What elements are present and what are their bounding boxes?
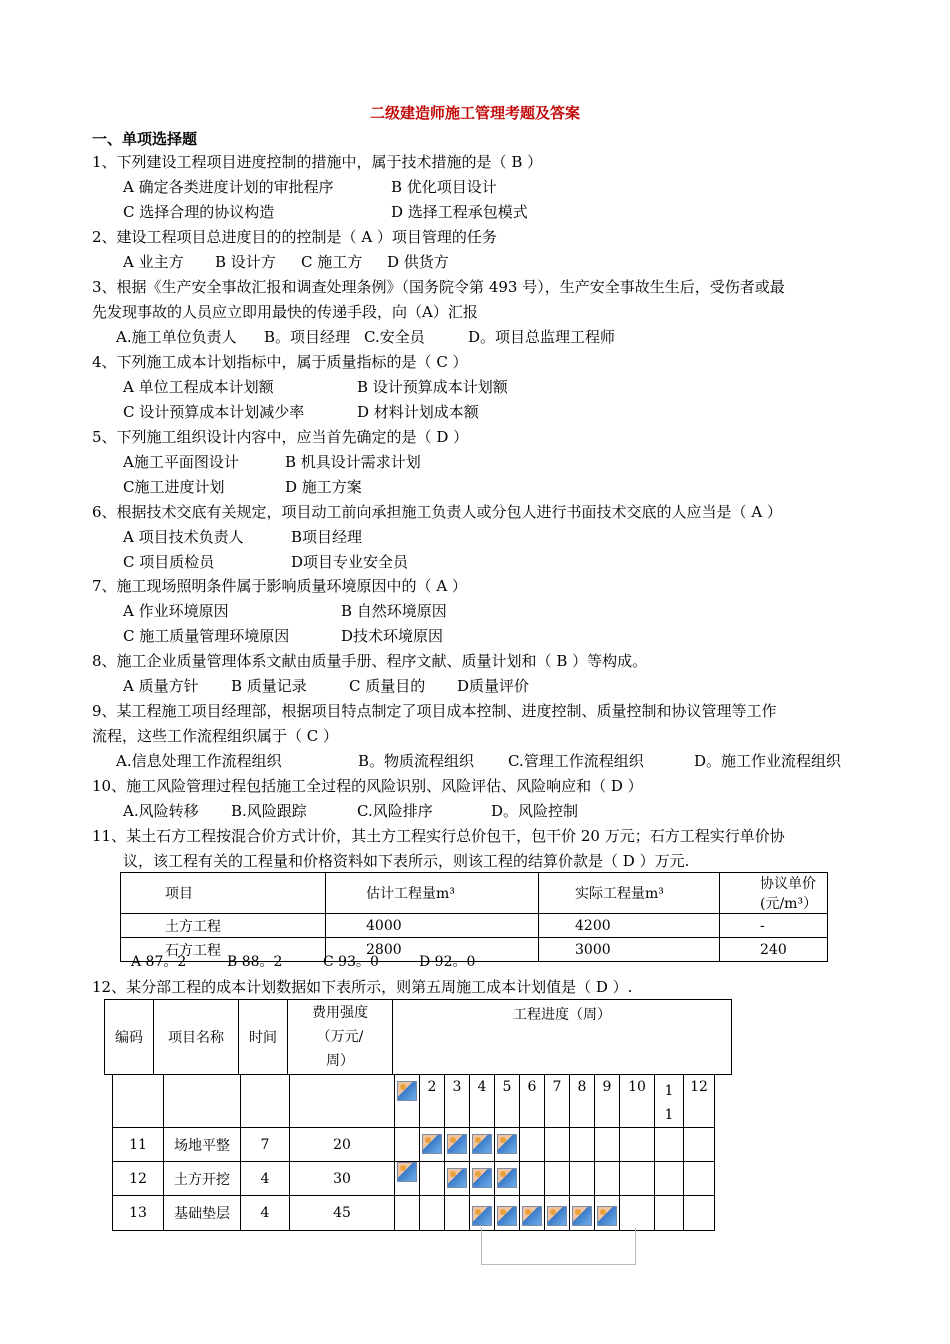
- option-b: B 88。2: [227, 954, 283, 970]
- table-header: [288, 1000, 393, 1075]
- image-placeholder-icon: [572, 1206, 592, 1226]
- option-d: D 92。0: [419, 954, 476, 970]
- option-c: C 施工质量管理环境原因: [123, 627, 290, 645]
- option-c: C 93。0: [323, 954, 379, 970]
- section-heading: 一、单项选择题: [92, 130, 198, 148]
- quantity-price-table: [120, 872, 828, 962]
- image-placeholder-icon: [597, 1206, 617, 1226]
- question-12: 12、某分部工程的成本计划数据如下表所示，则第五周施工成本计划值是（ D ）.: [92, 978, 633, 996]
- table-cell: 11: [113, 1128, 164, 1162]
- table-cell: 2800: [326, 938, 539, 962]
- table-header-row: [121, 873, 828, 914]
- table-cell: 石方工程: [121, 938, 326, 962]
- document-title: 二级建造师施工管理考题及答案: [369, 104, 580, 122]
- question-8: 8、施工企业质量管理体系文献由质量手册、程序文献、质量计划和（ B ）等构成。: [92, 652, 648, 670]
- week-11-line-2: 1: [664, 1107, 674, 1123]
- question-11: 11、某土石方工程按混合价方式计价，其土方工程实行总价包干，包干价 20 万元；石方工程实行单价协: [92, 827, 785, 845]
- image-placeholder-icon: [472, 1206, 492, 1226]
- image-placeholder-icon: [422, 1134, 442, 1154]
- option-a: A.施工单位负责人: [116, 328, 237, 346]
- option-c: C 施工方: [301, 253, 363, 271]
- table-header: 项目名称: [154, 1000, 239, 1075]
- table-cell: 基础垫层: [164, 1196, 241, 1231]
- week-label: 9: [595, 1075, 620, 1128]
- image-placeholder-icon: [447, 1168, 467, 1188]
- table-cell: 3000: [539, 938, 720, 962]
- question-3: 3、根据《生产安全事故汇报和调查处理条例》（国务院令第 493 号），生产安全事故生生后，受伤者或最: [92, 278, 785, 296]
- option-c: C.管理工作流程组织: [508, 752, 644, 770]
- table-cell: 场地平整: [164, 1128, 241, 1162]
- week-label: 4: [470, 1075, 495, 1128]
- option-d: D 选择工程承包模式: [391, 203, 528, 221]
- question-1-options: [123, 177, 497, 197]
- image-placeholder-icon: [397, 1162, 417, 1182]
- question-10: 10、施工风险管理过程包括施工全过程的风险识别、风险评估、风险响应和（ D ）: [92, 777, 643, 795]
- question-7: 7、施工现场照明条件属于影响质量环境原因中的（ A ）: [92, 577, 467, 595]
- option-c: C施工进度计划: [123, 478, 225, 496]
- image-placeholder-icon: [497, 1134, 517, 1154]
- question-4-options: [123, 377, 508, 397]
- table-header: 实际工程量m³: [539, 873, 720, 914]
- option-b: B 机具设计需求计划: [285, 453, 421, 471]
- option-c: C 项目质检员: [123, 553, 215, 571]
- option-c: C.安全员: [364, 328, 425, 346]
- question-9: 9、某工程施工项目经理部，根据项目特点制定了项目成本控制、进度控制、质量控制和协议管理等工作: [92, 702, 777, 720]
- table-header: 工程进度（周）: [393, 1000, 732, 1075]
- table-cell: 土方工程: [121, 914, 326, 938]
- option-b: B 设计方: [215, 253, 276, 271]
- table-cell: 7: [241, 1128, 290, 1162]
- question-5-options-2: [123, 477, 362, 497]
- option-c: C 质量目的: [349, 677, 426, 695]
- option-b: B。物质流程组织: [358, 752, 475, 770]
- table-cell: 20: [290, 1128, 395, 1162]
- option-a: A 87。2: [131, 954, 187, 970]
- option-a: A 业主方: [123, 253, 184, 271]
- option-b: B 优化项目设计: [391, 178, 497, 196]
- option-b: B 自然环境原因: [341, 602, 447, 620]
- option-a: A 质量方针: [123, 677, 199, 695]
- table-cell: 4: [241, 1196, 290, 1231]
- week-label: 3: [445, 1075, 470, 1128]
- table-row: [113, 1128, 715, 1162]
- table-cell: 30: [290, 1162, 395, 1196]
- table-header: 编码: [105, 1000, 154, 1075]
- week-header-row: [113, 1075, 715, 1128]
- image-placeholder-icon: [397, 1081, 417, 1101]
- question-10-options: [123, 801, 578, 821]
- question-5-options: [123, 452, 421, 472]
- table-cell: 240: [720, 938, 828, 962]
- week-label: 12: [684, 1075, 715, 1128]
- question-5: 5、下列施工组织设计内容中，应当首先确定的是（ D ）: [92, 428, 469, 446]
- option-a: A.风险转移: [123, 802, 199, 820]
- option-b: B项目经理: [291, 528, 363, 546]
- cost-header-line-1: 费用强度: [312, 1005, 368, 1021]
- option-a: A 单位工程成本计划额: [123, 378, 274, 396]
- option-c: C 设计预算成本计划减少率: [123, 403, 305, 421]
- table-header: 时间: [239, 1000, 288, 1075]
- option-d: D项目专业安全员: [291, 553, 409, 571]
- table-cell: 土方开挖: [164, 1162, 241, 1196]
- question-6: 6、根据技术交底有关规定，项目动工前向承担施工负责人或分包人进行书面技术交底的人应当是（ A ）: [92, 503, 782, 521]
- table-row: [113, 1196, 715, 1231]
- option-b: B.风险跟踪: [231, 802, 307, 820]
- question-7-options: [123, 601, 447, 621]
- table-cell: 4000: [326, 914, 539, 938]
- question-3-options: [116, 327, 615, 347]
- week-1-cell: [395, 1075, 420, 1128]
- week-label: [655, 1075, 684, 1128]
- image-placeholder-icon: [497, 1206, 517, 1226]
- option-a: A.信息处理工作流程组织: [116, 752, 282, 770]
- image-placeholder-icon: [472, 1168, 492, 1188]
- image-placeholder-icon: [472, 1134, 492, 1154]
- question-9-options: [116, 751, 841, 771]
- image-placeholder-icon: [547, 1206, 567, 1226]
- week-label: 6: [520, 1075, 545, 1128]
- option-d: D。风险控制: [491, 802, 579, 820]
- option-a: A施工平面图设计: [123, 453, 239, 471]
- week-label: 10: [620, 1075, 655, 1128]
- option-b: B。项目经理: [264, 328, 351, 346]
- question-4-options-2: [123, 402, 479, 422]
- option-a: A 作业环境原因: [123, 602, 229, 620]
- question-3-cont: 先发现事故的人员应立即用最快的传递手段，向（A）汇报: [92, 303, 478, 321]
- question-2: 2、建设工程项目总进度目的的控制是（ A ）项目管理的任务: [92, 228, 497, 246]
- question-2-options: [123, 252, 449, 272]
- option-a: A 项目技术负责人: [123, 528, 244, 546]
- question-11-options: [131, 952, 475, 972]
- question-11-cont: 议，该工程有关的工程量和价格资料如下表所示，则该工程的结算价款是（ D ）万元.: [123, 852, 690, 870]
- question-6-options: [123, 527, 362, 547]
- image-placeholder-icon: [497, 1168, 517, 1188]
- question-1: 1、下列建设工程项目进度控制的措施中，属于技术措施的是（ B ）: [92, 153, 543, 171]
- question-6-options-2: [123, 552, 408, 572]
- table-cell: 45: [290, 1196, 395, 1231]
- week-label: 5: [495, 1075, 520, 1128]
- table-cell: 12: [113, 1162, 164, 1196]
- question-9-cont: 流程，这些工作流程组织属于（ C ）: [92, 727, 339, 745]
- table-header: 项目: [121, 873, 326, 914]
- week-label: 2: [420, 1075, 445, 1128]
- option-a: A 确定各类进度计划的审批程序: [123, 178, 334, 196]
- image-placeholder-icon: [522, 1206, 542, 1226]
- week-label: 7: [545, 1075, 570, 1128]
- option-c: C.风险排序: [357, 802, 433, 820]
- question-1-options-2: [123, 202, 528, 222]
- option-d: D技术环境原因: [341, 627, 444, 645]
- question-4: 4、下列施工成本计划指标中，属于质量指标的是（ C ）: [92, 353, 468, 371]
- week-label: 8: [570, 1075, 595, 1128]
- option-d: D。项目总监理工程师: [468, 328, 616, 346]
- option-b: B 质量记录: [231, 677, 307, 695]
- option-d: D 施工方案: [285, 478, 362, 496]
- option-d: D 材料计划成本额: [357, 403, 479, 421]
- option-c: C 选择合理的协议构造: [123, 203, 275, 221]
- table-header: 协议单价(元/m³）: [720, 873, 828, 914]
- question-8-options: [123, 676, 529, 696]
- table-row: [113, 1162, 715, 1196]
- table-cell: 13: [113, 1196, 164, 1231]
- table-cell: 4: [241, 1162, 290, 1196]
- option-d: D质量评价: [457, 677, 530, 695]
- option-d: D。施工作业流程组织: [694, 752, 842, 770]
- option-b: B 设计预算成本计划额: [357, 378, 508, 396]
- image-placeholder-icon: [447, 1134, 467, 1154]
- question-7-options-2: [123, 626, 443, 646]
- overflow-cells: [481, 1228, 636, 1265]
- option-d: D 供货方: [387, 253, 449, 271]
- table-row: [121, 914, 828, 938]
- cost-plan-table: [112, 1074, 715, 1231]
- week-11-line-1: 1: [664, 1083, 674, 1099]
- table-cell: -: [720, 914, 828, 938]
- table-cell: 4200: [539, 914, 720, 938]
- cost-plan-table-header: [104, 999, 732, 1075]
- table-header: 估计工程量m³: [326, 873, 539, 914]
- cost-header-line-2: （万元/: [316, 1029, 364, 1045]
- cost-header-line-3: 周）: [326, 1053, 354, 1069]
